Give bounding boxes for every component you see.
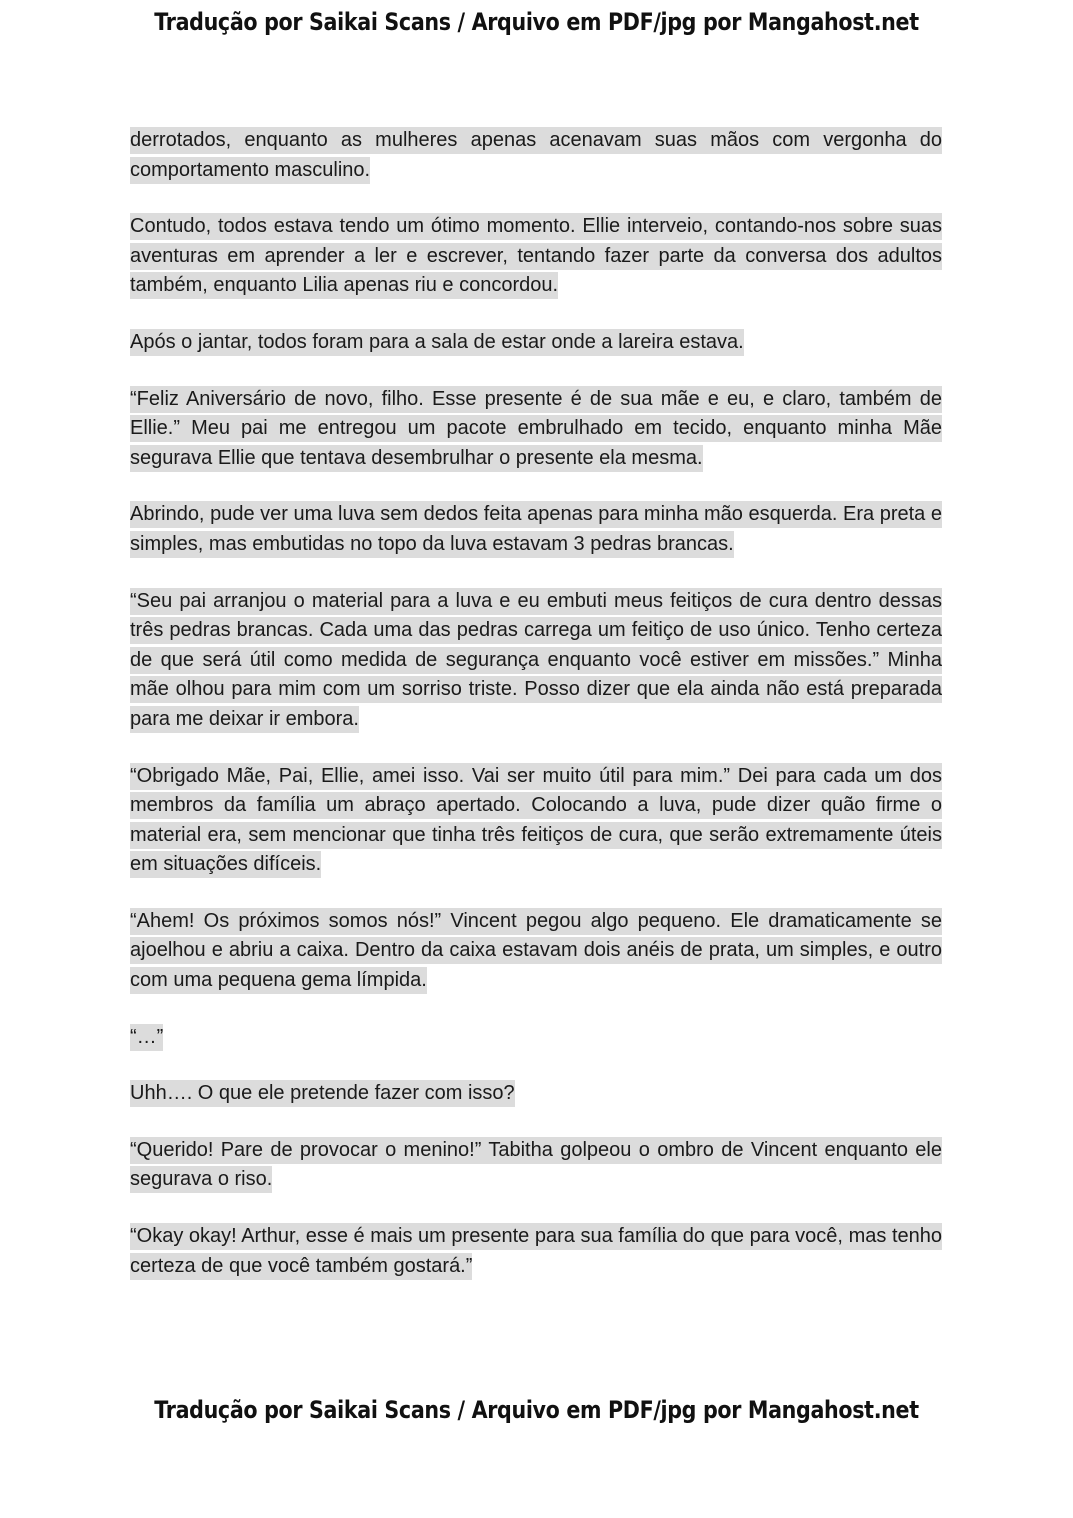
page-body (130, 126, 942, 1308)
paragraph-text: “Querido! Pare de provocar o menino!” Tabitha golpeou o ombro de Vincent enquanto ele segurava o riso. (130, 1137, 942, 1194)
paragraph (130, 907, 942, 996)
paragraph-text: Após o jantar, todos foram para a sala de estar onde a lareira estava. (130, 329, 744, 356)
paragraph-text: “Obrigado Mãe, Pai, Ellie, amei isso. Vai ser muito útil para mim.” Dei para cada um dos membros da família um abraço apertado. Colocando a luva, pude dizer quão firme o material era, sem mencionar que tinha três feitiços de cura, que serão extremamente úteis em situações difíceis. (130, 763, 942, 879)
paragraph-text: “Feliz Aniversário de novo, filho. Esse presente é de sua mãe e eu, e claro, também de Ellie.” Meu pai me entregou um pacote embrulhado em tecido, enquanto minha Mãe segurava Ellie que tentava desembrulhar o presente ela mesma. (130, 386, 942, 472)
paragraph-text: Contudo, todos estava tendo um ótimo momento. Ellie interveio, contando-nos sobre suas aventuras em aprender a ler e escrever, tentando fazer parte da conversa dos adultos também, enquanto Lilia apenas riu e concordou. (130, 213, 942, 299)
paragraph-text: Abrindo, pude ver uma luva sem dedos feita apenas para minha mão esquerda. Era preta e simples, mas embutidas no topo da luva estavam 3 pedras brancas. (130, 501, 942, 558)
page-header: Tradução por Saikai Scans / Arquivo em PDF/jpg por Mangahost.net (154, 8, 919, 36)
paragraph (130, 1136, 942, 1195)
paragraph (130, 1222, 942, 1281)
paragraph (130, 385, 942, 474)
paragraph (130, 1079, 942, 1109)
paragraph-text: “…” (130, 1024, 163, 1051)
paragraph (130, 762, 942, 880)
paragraph-text: “Ahem! Os próximos somos nós!” Vincent pegou algo pequeno. Ele dramaticamente se ajoelhou e abriu a caixa. Dentro da caixa estavam dois anéis de prata, um simples, e outro com uma pequena gema límpida. (130, 908, 942, 994)
paragraph-text: “Okay okay! Arthur, esse é mais um presente para sua família do que para você, mas tenho certeza de que você também gostará.” (130, 1223, 942, 1280)
paragraph (130, 126, 942, 185)
paragraph (130, 500, 942, 559)
paragraph (130, 1023, 942, 1053)
paragraph-text: “Seu pai arranjou o material para a luva e eu embuti meus feitiços de cura dentro dessas três pedras brancas. Cada uma das pedras carrega um feitiço de uso único. Tenho certeza de que será útil como medida de segurança enquanto você estiver em missões.” Minha mãe olhou para mim com um sorriso triste. Posso dizer que ela ainda não está preparada para me deixar ir embora. (130, 588, 942, 733)
page-footer: Tradução por Saikai Scans / Arquivo em PDF/jpg por Mangahost.net (154, 1396, 919, 1424)
paragraph (130, 328, 942, 358)
paragraph (130, 212, 942, 301)
paragraph (130, 587, 942, 735)
paragraph-text: derrotados, enquanto as mulheres apenas acenavam suas mãos com vergonha do comportamento masculino. (130, 127, 942, 184)
paragraph-text: Uhh…. O que ele pretende fazer com isso? (130, 1080, 515, 1107)
